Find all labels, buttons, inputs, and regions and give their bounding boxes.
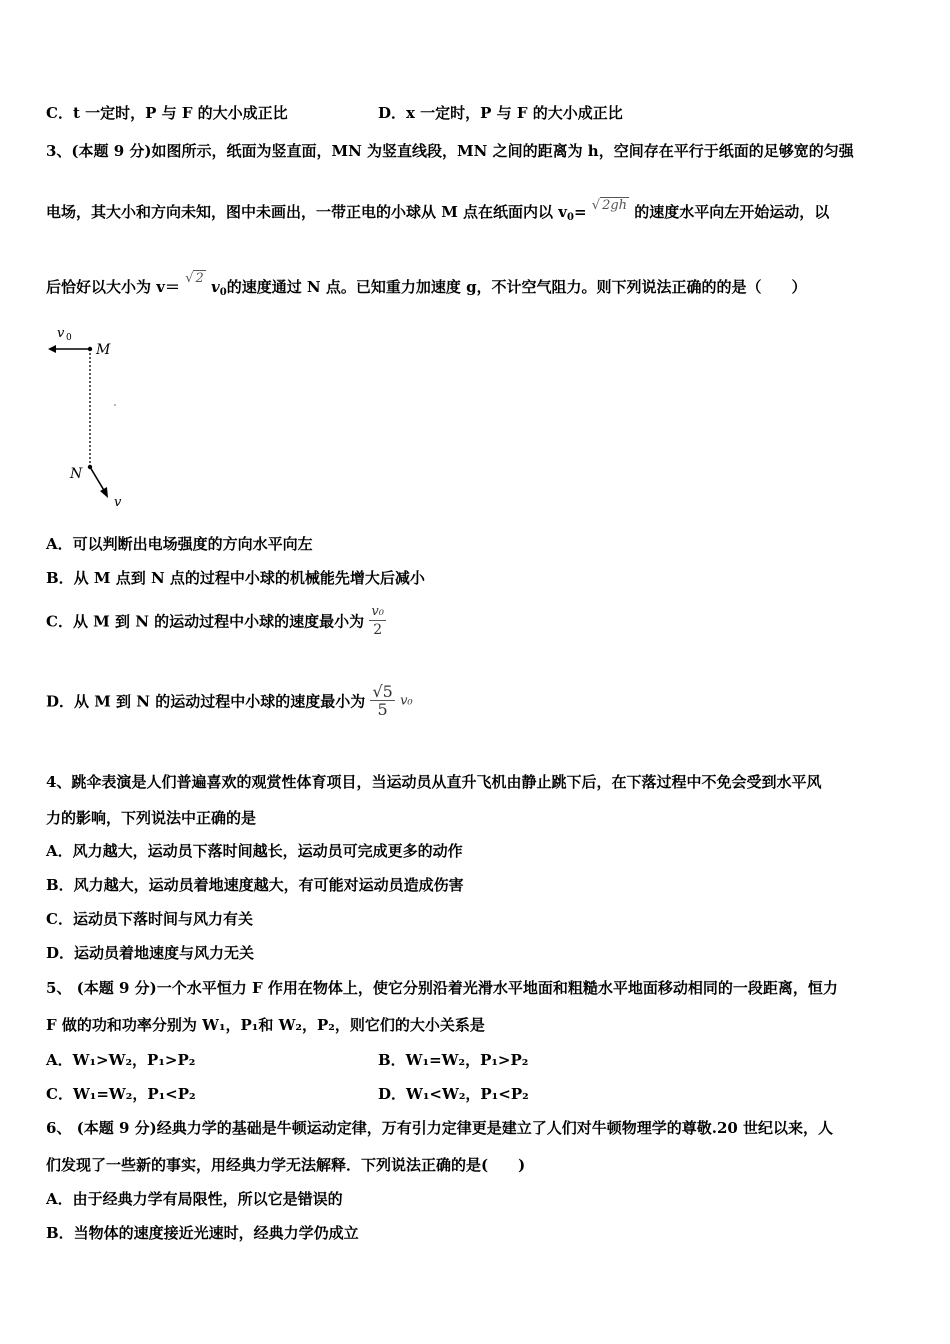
q5-option-b: B．W₁=W₂，P₁>P₂: [378, 1051, 529, 1069]
fig-v-arrow-head: [100, 487, 108, 498]
q3-option-c-denominator: 2: [373, 622, 383, 638]
fig-stray-dot: [114, 404, 116, 406]
q4-stem-line2: 力的影响，下列说法中正确的是: [46, 809, 257, 827]
q3-stem-line3: [46, 271, 807, 298]
q3-v-symbol: v: [211, 278, 220, 296]
q3-stem-line1: 3、(本题 9 分)如图所示，纸面为竖直面，MN 为竖直线段，MN 之间的距离为 h，空间存在平行于纸面的足够宽的匀强: [46, 142, 854, 160]
q3-option-c-text: C．从 M 到 N 的运动过程中小球的速度最小为: [46, 612, 365, 631]
q5-option-a: A．W₁>W₂，P₁>P₂: [46, 1051, 196, 1069]
q3-sqrt-2gh-radicand: 2gh: [602, 198, 628, 213]
fig-label-n: N: [70, 466, 83, 482]
q6-option-b: B．当物体的速度接近光速时，经典力学仍成立: [46, 1224, 359, 1242]
q5-option-d: D．W₁<W₂，P₁<P₂: [378, 1085, 529, 1103]
q3-option-d-numerator: √5: [372, 682, 393, 701]
q4-option-d: D．运动员着地速度与风力无关: [46, 944, 255, 962]
q3-stem-line3-tail: 的速度通过 N 点。已知重力加速度 g，不计空气阻力。则下列说法正确的的是（ ）: [226, 278, 807, 296]
q3-equals: =: [573, 203, 587, 221]
q4-option-c: C．运动员下落时间与风力有关: [46, 910, 253, 928]
q3-sqrt-2gh: √ 2gh: [591, 198, 628, 213]
fig-label-v0: v: [57, 326, 65, 341]
q3-option-d-denominator: 5: [377, 700, 388, 719]
q3-figure: [40, 320, 150, 510]
q3-v0-subscript: 0: [567, 212, 574, 223]
q3-option-c-numerator: v₀: [371, 604, 384, 619]
fig-label-m: M: [96, 342, 111, 358]
q3-option-c-fraction: [369, 603, 386, 639]
q6-option-a: A．由于经典力学有局限性，所以它是错误的: [46, 1190, 343, 1208]
fig-v-arrow-line: [90, 467, 105, 492]
fig-label-v0-sub: 0: [66, 333, 72, 343]
q5-stem-line1: 5、 (本题 9 分)一个水平恒力 F 作用在物体上，使它分别沿着光滑水平地面和粗糙水平地面移动相同的一段距离，恒力: [46, 979, 838, 997]
q3-option-c: [46, 603, 386, 639]
q3-v0-sub2: 0: [219, 287, 227, 298]
q3-stem-line2-text: 电场，其大小和方向未知，图中未画出，一带正电的小球从 M 点在纸面内以 v: [46, 203, 567, 221]
q3-stem-line3-text: 后恰好以大小为 v＝: [46, 278, 180, 296]
q6-stem-line1: 6、 (本题 9 分)经典力学的基础是牛顿运动定律，万有引力定律更是建立了人们对牛顿物理学的尊敬.20 世纪以来，人: [46, 1119, 834, 1137]
q3-option-b: B．从 M 点到 N 点的过程中小球的机械能先增大后减小: [46, 569, 425, 587]
q3-option-d-fraction: [370, 683, 394, 719]
q5-stem-line2: F 做的功和功率分别为 W₁，P₁和 W₂，P₂，则它们的大小关系是: [46, 1016, 485, 1034]
q4-option-a: A．风力越大，运动员下落时间越长，运动员可完成更多的动作: [46, 842, 463, 860]
q3-stem-line2: [46, 198, 830, 223]
q3-option-d-v0: v₀: [400, 693, 413, 709]
q2-option-c: C．t 一定时，P 与 F 的大小成正比: [46, 104, 288, 122]
q5-option-c: C．W₁=W₂，P₁<P₂: [46, 1085, 196, 1103]
q2-option-d: D．x 一定时，P 与 F 的大小成正比: [378, 104, 623, 122]
q3-option-a: A．可以判断出电场强度的方向水平向左: [46, 535, 313, 553]
q3-option-d-text: D．从 M 到 N 的运动过程中小球的速度最小为: [46, 692, 366, 711]
fig-v0-arrow-head: [48, 345, 56, 353]
q3-sqrt-2-radicand: 2: [195, 271, 204, 286]
fig-label-v: v: [114, 495, 122, 510]
q4-stem-line1: 4、跳伞表演是人们普遍喜欢的观赏性体育项目，当运动员从直升飞机由静止跳下后，在下落过程中不免会受到水平风: [46, 773, 822, 791]
q4-option-b: B．风力越大，运动员着地速度越大，有可能对运动员造成伤害: [46, 876, 464, 894]
q3-option-d: [46, 683, 413, 719]
q3-stem-line2-tail: 的速度水平向左开始运动，以: [634, 203, 830, 221]
q3-sqrt-2: √ 2: [185, 271, 204, 286]
q6-stem-line2: 们发现了一些新的事实，用经典力学无法解释．下列说法正确的是( ): [46, 1156, 526, 1174]
